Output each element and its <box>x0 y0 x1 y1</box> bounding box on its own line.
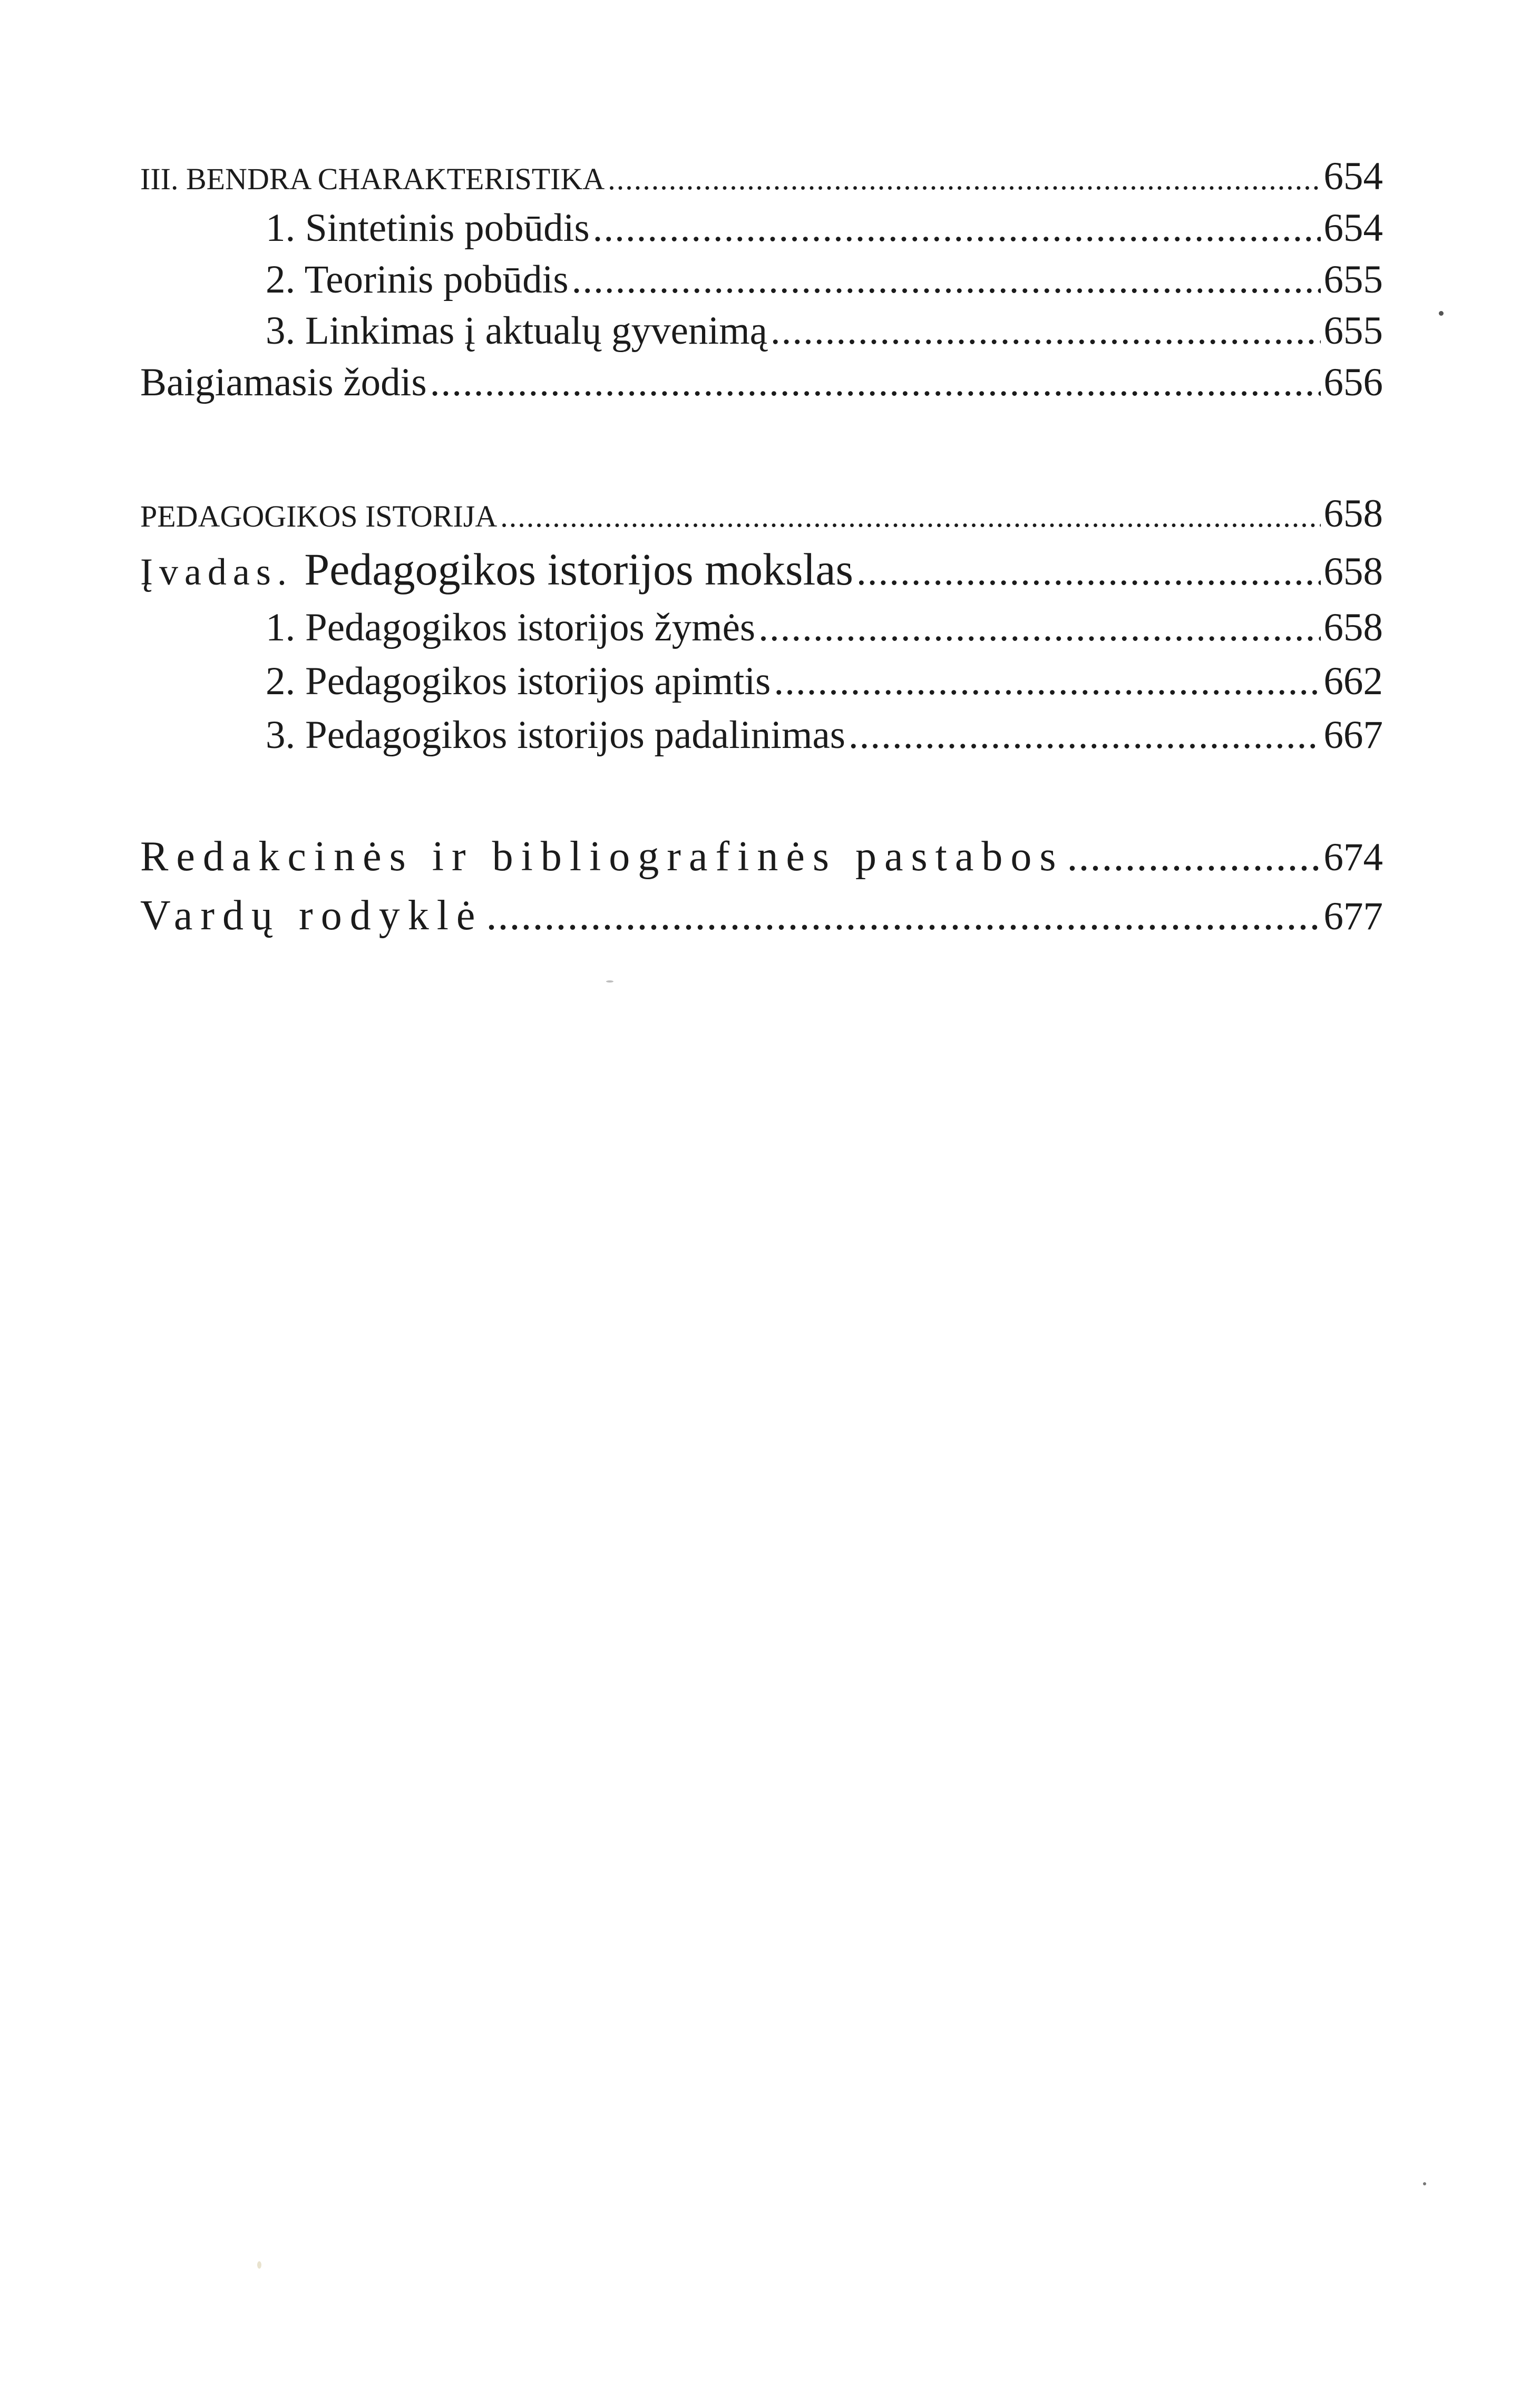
scan-speck <box>257 2261 261 2269</box>
toc-page-number: 655 <box>1323 258 1383 302</box>
toc-label: 2. Pedagogikos istorijos apimtis <box>266 659 771 703</box>
toc-label: 3. Pedagogikos istorijos padalinimas <box>266 713 845 757</box>
intro-prefix: Įvadas. <box>140 551 293 593</box>
scan-speck <box>1423 2182 1426 2185</box>
toc-entry <box>140 605 1383 650</box>
intro-title: Pedagogikos istorijos mokslas <box>304 544 853 595</box>
toc-page-number: 656 <box>1323 361 1383 404</box>
toc-entry-appendix <box>140 892 1383 940</box>
toc-page-number: 654 <box>1323 206 1383 250</box>
dot-leader <box>1067 833 1320 881</box>
dot-leader <box>771 308 1321 354</box>
toc-entry <box>140 713 1383 758</box>
dot-leader <box>856 549 1321 595</box>
scan-speck <box>1439 311 1444 316</box>
dot-leader <box>849 713 1321 758</box>
dot-leader <box>758 605 1320 650</box>
dot-leader <box>572 257 1321 303</box>
toc-entry <box>140 360 1383 405</box>
toc-entry <box>140 308 1383 354</box>
toc-entry <box>140 206 1383 251</box>
toc-page-number: 658 <box>1323 606 1383 649</box>
scan-speck <box>606 980 613 983</box>
toc-page-number: 658 <box>1323 550 1383 594</box>
dot-leader <box>593 206 1321 251</box>
toc-page-number: 658 <box>1323 492 1383 536</box>
dot-leader <box>774 659 1320 704</box>
toc-label: Vardų rodyklė <box>140 892 483 939</box>
toc-page-number: 674 <box>1323 835 1383 879</box>
toc-entry-heading <box>140 491 1383 537</box>
toc-label: Redakcinės ir bibliografinės pastabos <box>140 833 1064 880</box>
toc-page-number: 654 <box>1323 154 1383 198</box>
toc-page-number: 677 <box>1323 894 1383 938</box>
toc-label: 2. Teorinis pobūdis <box>266 258 569 302</box>
toc-label: III. BENDRA CHARAKTERISTIKA <box>140 162 605 196</box>
toc-label: 1. Sintetinis pobūdis <box>266 206 590 250</box>
toc-label: PEDAGOGIKOS ISTORIJA <box>140 499 498 533</box>
dot-leader <box>430 360 1321 405</box>
dot-leader <box>500 499 1320 534</box>
toc-entry <box>140 659 1383 704</box>
toc-entry <box>140 257 1383 303</box>
dot-leader <box>608 161 1320 197</box>
toc-label: 3. Linkimas į aktualų gyvenimą <box>266 309 767 353</box>
toc-page-number: 667 <box>1323 713 1383 757</box>
toc-entry-intro <box>140 543 1383 596</box>
toc-entry-appendix <box>140 833 1383 881</box>
toc-label: Baigiamasis žodis <box>140 361 427 404</box>
toc-entry-heading <box>140 154 1383 199</box>
toc-page-number: 655 <box>1323 309 1383 353</box>
toc-page-number: 662 <box>1323 659 1383 703</box>
dot-leader <box>486 892 1320 940</box>
toc-label: 1. Pedagogikos istorijos žymės <box>266 606 756 649</box>
toc-label <box>140 543 853 596</box>
